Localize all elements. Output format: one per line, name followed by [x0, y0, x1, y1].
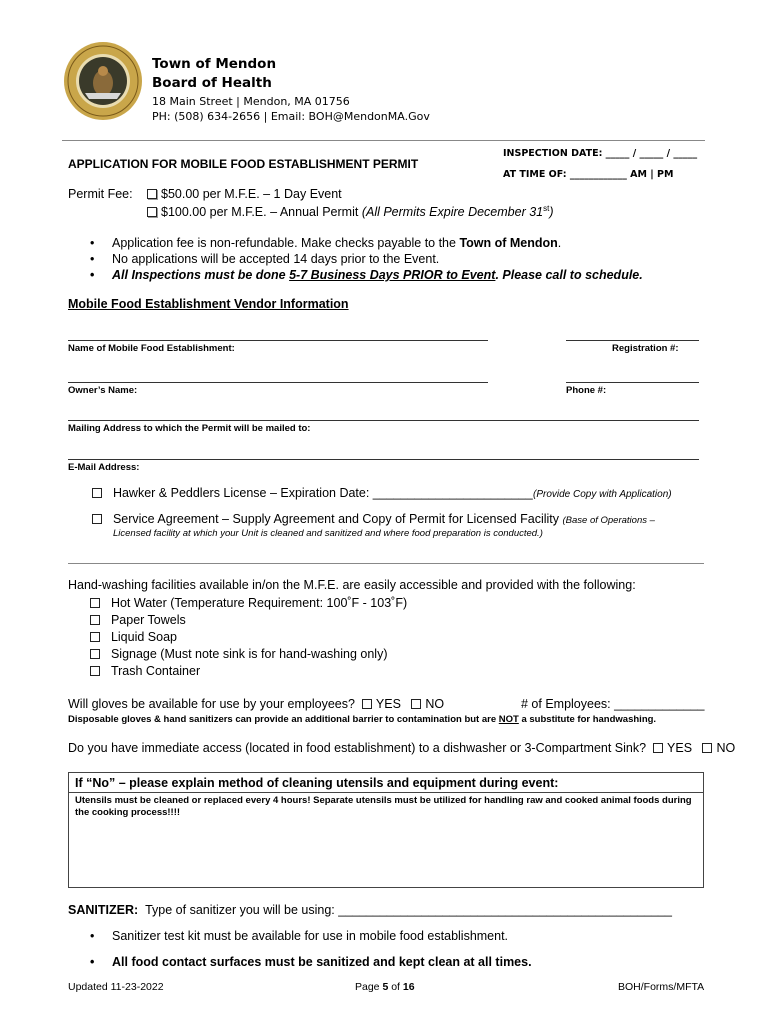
establishment-name-input[interactable]: [68, 340, 488, 341]
office-contact: PH: (508) 634-2656 | Email: BOH@MendonMA.Gov: [152, 110, 430, 123]
dishwasher-yes-checkbox[interactable]: [653, 743, 663, 753]
hw-hot-water-checkbox[interactable]: [90, 598, 100, 608]
registration-label: Registration #:: [612, 343, 679, 354]
gloves-yes-checkbox[interactable]: [362, 699, 372, 709]
hw-paper-towels-label: Paper Towels: [110, 613, 186, 627]
note-fee-text: Application fee is non-refundable. Make checks payable to the: [112, 236, 460, 250]
footer-page-pre: Page: [355, 981, 383, 993]
service-note-base: (Base of Operations –: [562, 515, 655, 526]
fee-1day-label: $50.00 per M.F.E. – 1 Day Event: [161, 187, 342, 201]
owner-name-label: Owner’s Name:: [68, 385, 138, 396]
permit-fee-label: Permit Fee:: [68, 187, 133, 201]
town-seal-icon: [63, 41, 143, 121]
hw-hot-water[interactable]: [90, 596, 407, 610]
sanitizer-testkit-text: Sanitizer test kit must be available for use in mobile food establishment.: [112, 929, 509, 943]
phone-label: Phone #:: [566, 385, 607, 396]
fee-annual-expiry-note: (All Permits Expire December 31: [361, 205, 544, 220]
registration-input[interactable]: [566, 340, 699, 341]
vendor-section-title: Mobile Food Establishment Vendor Information: [68, 297, 349, 311]
email-label: E-Mail Address:: [68, 462, 140, 473]
hw-trash[interactable]: [90, 664, 200, 678]
hawker-label: Hawker & Peddlers License – Expiration Date: _______________________: [112, 486, 533, 500]
sanitizer-surfaces-text: All food contact surfaces must be sanitized and kept clean at all times.: [112, 955, 532, 969]
handwashing-intro: Hand-washing facilities available in/on the M.F.E. are easily accessible and provided with the following:: [68, 578, 636, 592]
gloves-question: [68, 697, 444, 711]
fee-annual-close: ): [549, 205, 554, 220]
footer-page: [355, 981, 415, 993]
header-divider: [62, 140, 705, 141]
sanitizer-bullet-testkit: [90, 929, 509, 943]
fee-annual-checkbox[interactable]: [147, 207, 157, 217]
establishment-name-label: Name of Mobile Food Establishment:: [68, 343, 235, 354]
employees-count-field[interactable]: # of Employees: _____________: [521, 697, 705, 711]
email-input[interactable]: [68, 459, 699, 460]
gloves-note-not: NOT: [498, 714, 519, 725]
note-fee-refund: [90, 236, 562, 250]
gloves-no-checkbox[interactable]: [411, 699, 421, 709]
hw-signage-label: Signage (Must note sink is for hand-washing only): [110, 647, 388, 661]
footer-page-num: 5: [382, 981, 389, 993]
section-divider: [68, 563, 704, 564]
town-name: Town of Mendon: [152, 56, 277, 72]
service-label: Service Agreement – Supply Agreement and Copy of Permit for Licensed Facility: [112, 512, 563, 526]
sanitizer-type-field: Type of sanitizer you will be using: ________________________________________________: [145, 903, 672, 917]
fee-option-1day[interactable]: [147, 187, 342, 201]
sanitizer-question[interactable]: [68, 903, 672, 917]
hw-liquid-soap-checkbox[interactable]: [90, 632, 100, 642]
office-address: 18 Main Street | Mendon, MA 01756: [152, 95, 350, 108]
bullet-icon: •: [90, 929, 95, 943]
footer-page-total: 16: [402, 981, 415, 993]
fee-annual-label: $100.00 per M.F.E. – Annual Permit: [161, 205, 362, 220]
bullet-icon: •: [90, 268, 95, 282]
note-no-late-applications: [90, 252, 440, 266]
note-inspection-end: . Please call to schedule.: [495, 268, 643, 282]
footer-updated: Updated 11-23-2022: [68, 981, 164, 993]
gloves-note-start: Disposable gloves & hand sanitizers can provide an additional barrier to contamination but are: [68, 714, 499, 725]
hw-liquid-soap[interactable]: [90, 630, 177, 644]
dishwasher-yes-label: YES: [667, 741, 693, 755]
note-inspection-schedule: [90, 268, 643, 282]
note-fee-payee: Town of Mendon: [459, 236, 558, 250]
sanitizer-label: SANITIZER:: [68, 903, 139, 917]
note-inspection-start: All Inspections must be done: [112, 268, 290, 282]
service-note-detail: Licensed facility at which your Unit is cleaned and sanitized and where food preparation is conducted.): [113, 528, 543, 539]
fee-annual-sup: st: [543, 204, 550, 213]
bullet-icon: •: [90, 955, 95, 969]
explain-box-heading: If “No” – please explain method of cleaning utensils and equipment during event:: [69, 773, 703, 793]
hw-trash-label: Trash Container: [110, 664, 201, 678]
hawker-checkbox[interactable]: [92, 488, 102, 498]
board-name: Board of Health: [152, 75, 272, 91]
owner-name-input[interactable]: [68, 382, 488, 383]
hw-liquid-soap-label: Liquid Soap: [110, 630, 177, 644]
hw-signage[interactable]: [90, 647, 388, 661]
inspection-date-field[interactable]: INSPECTION DATE: _____ / _____ / _____: [503, 148, 698, 159]
footer-form-id: BOH/Forms/MFTA: [618, 981, 705, 993]
dishwasher-no-label: NO: [716, 741, 736, 755]
phone-input[interactable]: [566, 382, 699, 383]
service-agreement-item[interactable]: [92, 512, 702, 526]
hawker-note: (Provide Copy with Application): [533, 489, 672, 500]
hawker-license-item[interactable]: [92, 486, 533, 500]
gloves-no-label: NO: [425, 697, 445, 711]
inspection-time-field[interactable]: AT TIME OF: ____________ AM | PM: [503, 169, 674, 180]
fee-1day-checkbox[interactable]: [147, 189, 157, 199]
bullet-icon: •: [90, 236, 95, 250]
hw-hot-water-label: Hot Water (Temperature Requirement: 100˚F - 103˚F): [110, 596, 408, 610]
sanitizer-bullet-surfaces: [90, 955, 532, 969]
mailing-address-label: Mailing Address to which the Permit will be mailed to:: [68, 423, 311, 434]
note-late-text: No applications will be accepted 14 days prior to the Event.: [112, 252, 440, 266]
hw-paper-towels-checkbox[interactable]: [90, 615, 100, 625]
dishwasher-no-checkbox[interactable]: [702, 743, 712, 753]
hw-trash-checkbox[interactable]: [90, 666, 100, 676]
bullet-icon: •: [90, 252, 95, 266]
gloves-note: [68, 714, 656, 725]
dishwasher-question-text: Do you have immediate access (located in food establishment) to a dishwasher or 3-Compartment Sink?: [68, 741, 647, 755]
note-fee-end: .: [557, 236, 562, 250]
fee-option-annual[interactable]: [147, 204, 554, 219]
gloves-yes-label: YES: [375, 697, 401, 711]
explain-cleaning-box[interactable]: [68, 772, 704, 888]
gloves-question-text: Will gloves be available for use by your employees?: [68, 697, 355, 711]
gloves-note-end: a substitute for handwashing.: [518, 714, 657, 725]
mailing-address-input[interactable]: [68, 420, 699, 421]
note-inspection-window: 5-7 Business Days PRIOR to Event: [289, 268, 496, 282]
explain-box-instructions: Utensils must be cleaned or replaced every 4 hours! Separate utensils must be utilized for handling raw and cooked animal foods during the cooking process!!!!: [75, 795, 692, 818]
service-checkbox[interactable]: [92, 514, 102, 524]
hw-paper-towels[interactable]: [90, 613, 186, 627]
hw-signage-checkbox[interactable]: [90, 649, 100, 659]
application-title: APPLICATION FOR MOBILE FOOD ESTABLISHMENT PERMIT: [68, 157, 419, 171]
footer-page-mid: of: [388, 981, 403, 993]
dishwasher-question: [68, 741, 735, 755]
